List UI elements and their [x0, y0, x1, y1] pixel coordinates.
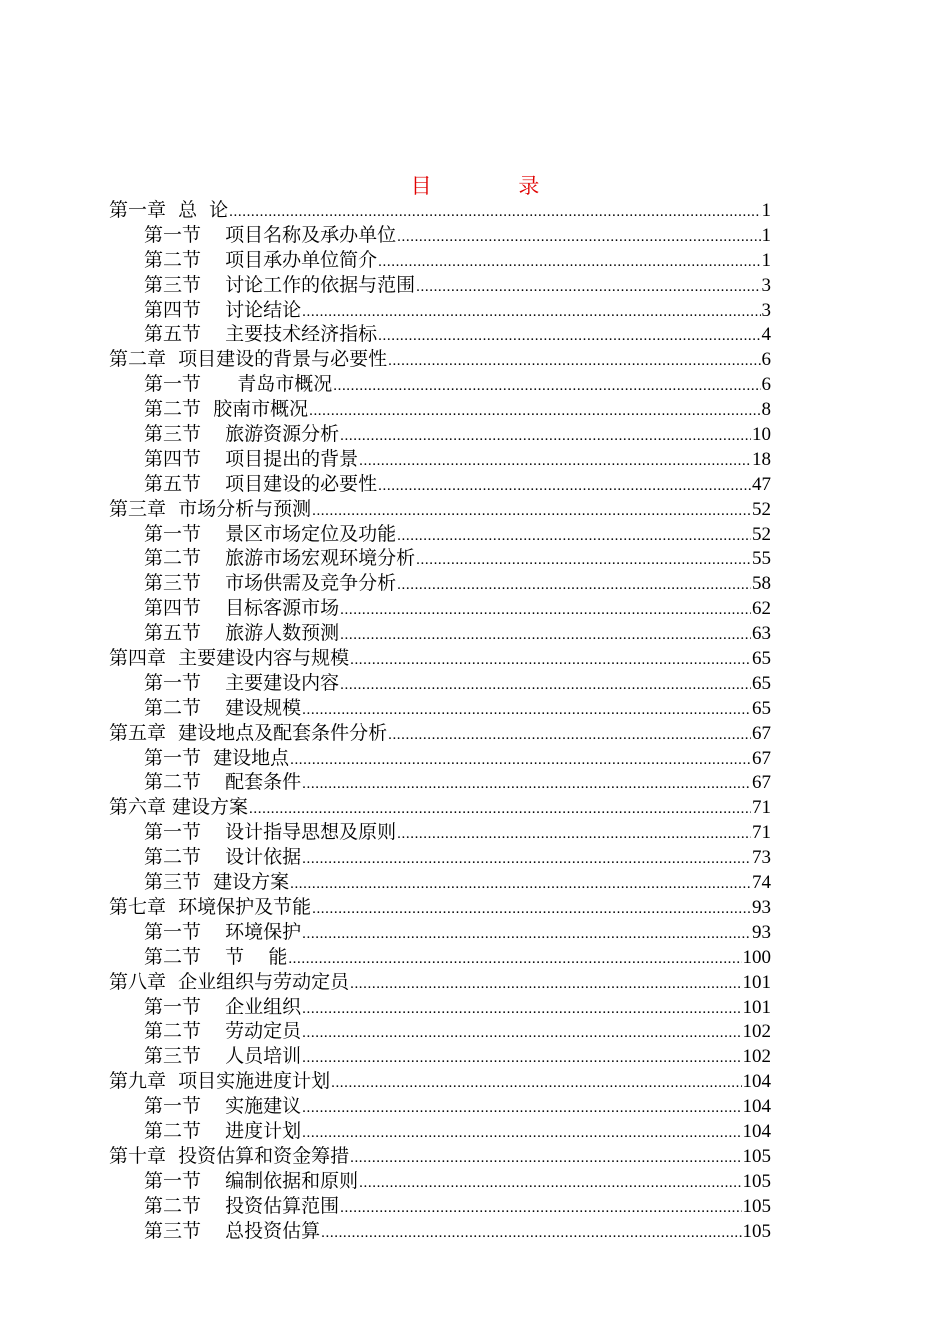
toc-section-entry[interactable] — [109, 571, 771, 596]
toc-entry-label: 第五节 旅游人数预测 — [144, 622, 340, 645]
toc-page-number: 3 — [761, 274, 771, 296]
toc-dot-leader — [302, 1121, 741, 1144]
toc-page-number: 1 — [761, 249, 771, 271]
toc-dot-leader — [312, 499, 751, 522]
toc-section-entry[interactable] — [109, 770, 771, 795]
toc-dot-leader — [350, 1146, 741, 1169]
toc-entry-label: 第一节 企业组织 — [144, 995, 302, 1018]
toc-entry-label: 第三节 人员培训 — [144, 1045, 302, 1068]
toc-entry-label: 第二节 项目承办单位简介 — [144, 248, 378, 271]
toc-page-number: 102 — [742, 1046, 771, 1068]
toc-list — [109, 198, 771, 1243]
toc-title: 目 录 — [410, 174, 580, 198]
toc-section-entry[interactable] — [109, 995, 771, 1020]
toc-dot-leader — [340, 673, 751, 696]
toc-entry-label: 第三节 讨论工作的依据与范围 — [144, 273, 416, 296]
toc-dot-leader — [302, 997, 741, 1020]
toc-page-number: 105 — [742, 1170, 771, 1192]
toc-entry-label: 第二节 节 能 — [144, 945, 288, 968]
toc-page-number: 93 — [752, 921, 771, 943]
toc-entry-label: 第四章 主要建设内容与规模 — [109, 647, 350, 670]
toc-page-number: 73 — [752, 847, 771, 869]
toc-page-number: 67 — [752, 747, 771, 769]
toc-dot-leader — [321, 1221, 741, 1244]
toc-page-number: 74 — [752, 872, 771, 894]
toc-entry-label: 第一节 实施建议 — [144, 1095, 302, 1118]
toc-section-entry[interactable] — [109, 372, 771, 397]
toc-dot-leader — [388, 723, 751, 746]
toc-section-entry[interactable] — [109, 671, 771, 696]
toc-page-number: 105 — [742, 1145, 771, 1167]
toc-entry-label: 第二节 配套条件 — [144, 771, 302, 794]
toc-dot-leader — [378, 324, 760, 347]
toc-page-number: 105 — [742, 1220, 771, 1242]
toc-entry-label: 第一节 景区市场定位及功能 — [144, 522, 397, 545]
toc-section-entry[interactable] — [109, 298, 771, 323]
toc-section-entry[interactable] — [109, 422, 771, 447]
toc-page-number: 105 — [742, 1195, 771, 1217]
toc-entry-label: 第三章 市场分析与预测 — [109, 497, 312, 520]
toc-dot-leader — [397, 822, 751, 845]
toc-dot-leader — [340, 1196, 741, 1219]
toc-entry-label: 第一节 编制依据和原则 — [144, 1169, 359, 1192]
toc-page-number: 67 — [752, 722, 771, 744]
toc-entry-label: 第二节 胶南市概况 — [144, 398, 309, 421]
toc-section-entry[interactable] — [109, 248, 771, 273]
toc-section-entry[interactable] — [109, 522, 771, 547]
toc-entry-label: 第三节 旅游资源分析 — [144, 423, 340, 446]
toc-dot-leader — [249, 797, 751, 820]
toc-entry-label: 第一章 总 论 — [109, 199, 229, 221]
toc-section-entry[interactable] — [109, 920, 771, 945]
toc-section-entry[interactable] — [109, 447, 771, 472]
toc-dot-leader — [397, 225, 760, 248]
toc-entry-label: 第三节 总投资估算 — [144, 1219, 321, 1242]
toc-page-number: 101 — [742, 971, 771, 993]
toc-dot-leader — [302, 1046, 741, 1069]
toc-dot-leader — [302, 698, 751, 721]
toc-entry-label: 第三节 建设方案 — [144, 871, 290, 894]
toc-section-entry[interactable] — [109, 1169, 771, 1194]
toc-dot-leader — [350, 972, 741, 995]
toc-entry-label: 第六章 建设方案 — [109, 796, 249, 819]
toc-entry-label: 第一节 建设地点 — [144, 746, 290, 769]
toc-page-number: 1 — [761, 224, 771, 246]
toc-dot-leader — [302, 922, 751, 945]
toc-page-number: 71 — [752, 822, 771, 844]
toc-entry-label: 第九章 项目实施进度计划 — [109, 1070, 331, 1093]
toc-dot-leader — [378, 250, 760, 273]
toc-chapter-entry[interactable] — [109, 895, 771, 920]
toc-entry-label: 第三节 市场供需及竞争分析 — [144, 572, 397, 595]
toc-page-number: 52 — [752, 498, 771, 520]
toc-dot-leader — [331, 1071, 741, 1094]
toc-page-number: 3 — [761, 299, 771, 321]
toc-dot-leader — [350, 648, 751, 671]
toc-page-number: 104 — [742, 1120, 771, 1142]
toc-chapter-entry[interactable] — [109, 1069, 771, 1094]
toc-page-number: 6 — [761, 349, 771, 371]
toc-section-entry[interactable] — [109, 746, 771, 771]
toc-entry-label: 第二节 投资估算范围 — [144, 1194, 340, 1217]
toc-page-number: 63 — [752, 623, 771, 645]
toc-chapter-entry[interactable] — [109, 497, 771, 522]
toc-dot-leader — [309, 399, 760, 422]
toc-dot-leader — [312, 897, 751, 920]
toc-chapter-entry[interactable] — [109, 347, 771, 372]
toc-page-number: 52 — [752, 523, 771, 545]
toc-dot-leader — [302, 772, 751, 795]
toc-section-entry[interactable] — [109, 273, 771, 298]
toc-section-entry[interactable] — [109, 870, 771, 895]
toc-section-entry[interactable] — [109, 223, 771, 248]
toc-dot-leader — [333, 374, 760, 397]
toc-entry-label: 第四节 讨论结论 — [144, 298, 302, 321]
toc-dot-leader — [359, 1171, 741, 1194]
toc-section-entry[interactable] — [109, 1019, 771, 1044]
toc-entry-label: 第一节 设计指导思想及原则 — [144, 821, 397, 844]
toc-entry-label: 第一节 主要建设内容 — [144, 671, 340, 694]
toc-section-entry[interactable] — [109, 1194, 771, 1219]
toc-dot-leader — [397, 573, 751, 596]
toc-section-entry[interactable] — [109, 1044, 771, 1069]
toc-section-entry[interactable] — [109, 1094, 771, 1119]
toc-page-number: 58 — [752, 573, 771, 595]
toc-page-number: 65 — [752, 648, 771, 670]
toc-page-number: 65 — [752, 697, 771, 719]
toc-page-number: 10 — [752, 424, 771, 446]
toc-chapter-entry[interactable] — [109, 721, 771, 746]
toc-page-number: 55 — [752, 548, 771, 570]
toc-section-entry[interactable] — [109, 596, 771, 621]
toc-page-number: 65 — [752, 672, 771, 694]
toc-dot-leader — [302, 300, 760, 323]
toc-dot-leader — [378, 474, 751, 497]
toc-dot-leader — [229, 200, 760, 223]
toc-page-number: 71 — [752, 797, 771, 819]
toc-page-number: 101 — [742, 996, 771, 1018]
toc-entry-label: 第二节 劳动定员 — [144, 1020, 302, 1043]
toc-dot-leader — [416, 548, 751, 571]
toc-page-number: 100 — [742, 946, 771, 968]
toc-entry-label: 第一节 青岛市概况 — [144, 373, 333, 396]
toc-page-number: 6 — [761, 374, 771, 396]
toc-section-entry[interactable] — [109, 696, 771, 721]
toc-entry-label: 第二章 项目建设的背景与必要性 — [109, 348, 388, 371]
toc-section-entry[interactable] — [109, 472, 771, 497]
toc-entry-label: 第一节 环境保护 — [144, 920, 302, 943]
toc-section-entry[interactable] — [109, 546, 771, 571]
toc-page-number: 104 — [742, 1071, 771, 1093]
toc-dot-leader — [302, 1096, 741, 1119]
toc-section-entry[interactable] — [109, 1219, 771, 1244]
toc-section-entry[interactable] — [109, 945, 771, 970]
toc-entry-label: 第五章 建设地点及配套条件分析 — [109, 721, 388, 744]
toc-page-number: 4 — [761, 324, 771, 346]
toc-entry-label: 第四节 目标客源市场 — [144, 597, 340, 620]
toc-section-entry[interactable] — [109, 1119, 771, 1144]
toc-section-entry[interactable] — [109, 322, 771, 347]
toc-page-number: 1 — [761, 200, 771, 221]
toc-chapter-entry[interactable] — [109, 646, 771, 671]
toc-section-entry[interactable] — [109, 820, 771, 845]
toc-chapter-entry[interactable] — [109, 970, 771, 995]
toc-entry-label: 第二节 建设规模 — [144, 696, 302, 719]
toc-entry-label: 第七章 环境保护及节能 — [109, 895, 312, 918]
toc-section-entry[interactable] — [109, 845, 771, 870]
toc-chapter-entry[interactable] — [109, 198, 771, 223]
toc-entry-label: 第二节 设计依据 — [144, 846, 302, 869]
toc-dot-leader — [290, 748, 751, 771]
toc-page-number: 8 — [761, 399, 771, 421]
toc-dot-leader — [340, 623, 751, 646]
toc-section-entry[interactable] — [109, 397, 771, 422]
toc-dot-leader — [290, 872, 751, 895]
toc-page-number: 104 — [742, 1096, 771, 1118]
toc-dot-leader — [359, 449, 751, 472]
toc-entry-label: 第五节 项目建设的必要性 — [144, 472, 378, 495]
toc-dot-leader — [397, 524, 751, 547]
toc-chapter-entry[interactable] — [109, 1144, 771, 1169]
toc-page-number: 18 — [752, 448, 771, 470]
toc-dot-leader — [340, 598, 751, 621]
toc-chapter-entry[interactable] — [109, 795, 771, 820]
toc-page-number: 93 — [752, 896, 771, 918]
toc-entry-label: 第二节 旅游市场宏观环境分析 — [144, 547, 416, 570]
toc-entry-label: 第十章 投资估算和资金筹措 — [109, 1144, 350, 1167]
toc-section-entry[interactable] — [109, 621, 771, 646]
toc-page-number: 102 — [742, 1021, 771, 1043]
toc-page-number: 67 — [752, 772, 771, 794]
toc-page-number: 62 — [752, 598, 771, 620]
toc-dot-leader — [302, 1021, 741, 1044]
toc-page-number: 47 — [752, 473, 771, 495]
toc-entry-label: 第一节 项目名称及承办单位 — [144, 223, 397, 246]
toc-entry-label: 第五节 主要技术经济指标 — [144, 323, 378, 346]
toc-dot-leader — [340, 424, 751, 447]
toc-entry-label: 第四节 项目提出的背景 — [144, 447, 359, 470]
toc-dot-leader — [416, 275, 760, 298]
toc-dot-leader — [288, 947, 741, 970]
toc-dot-leader — [388, 349, 760, 372]
toc-entry-label: 第八章 企业组织与劳动定员 — [109, 970, 350, 993]
toc-dot-leader — [302, 847, 751, 870]
toc-entry-label: 第二节 进度计划 — [144, 1119, 302, 1142]
